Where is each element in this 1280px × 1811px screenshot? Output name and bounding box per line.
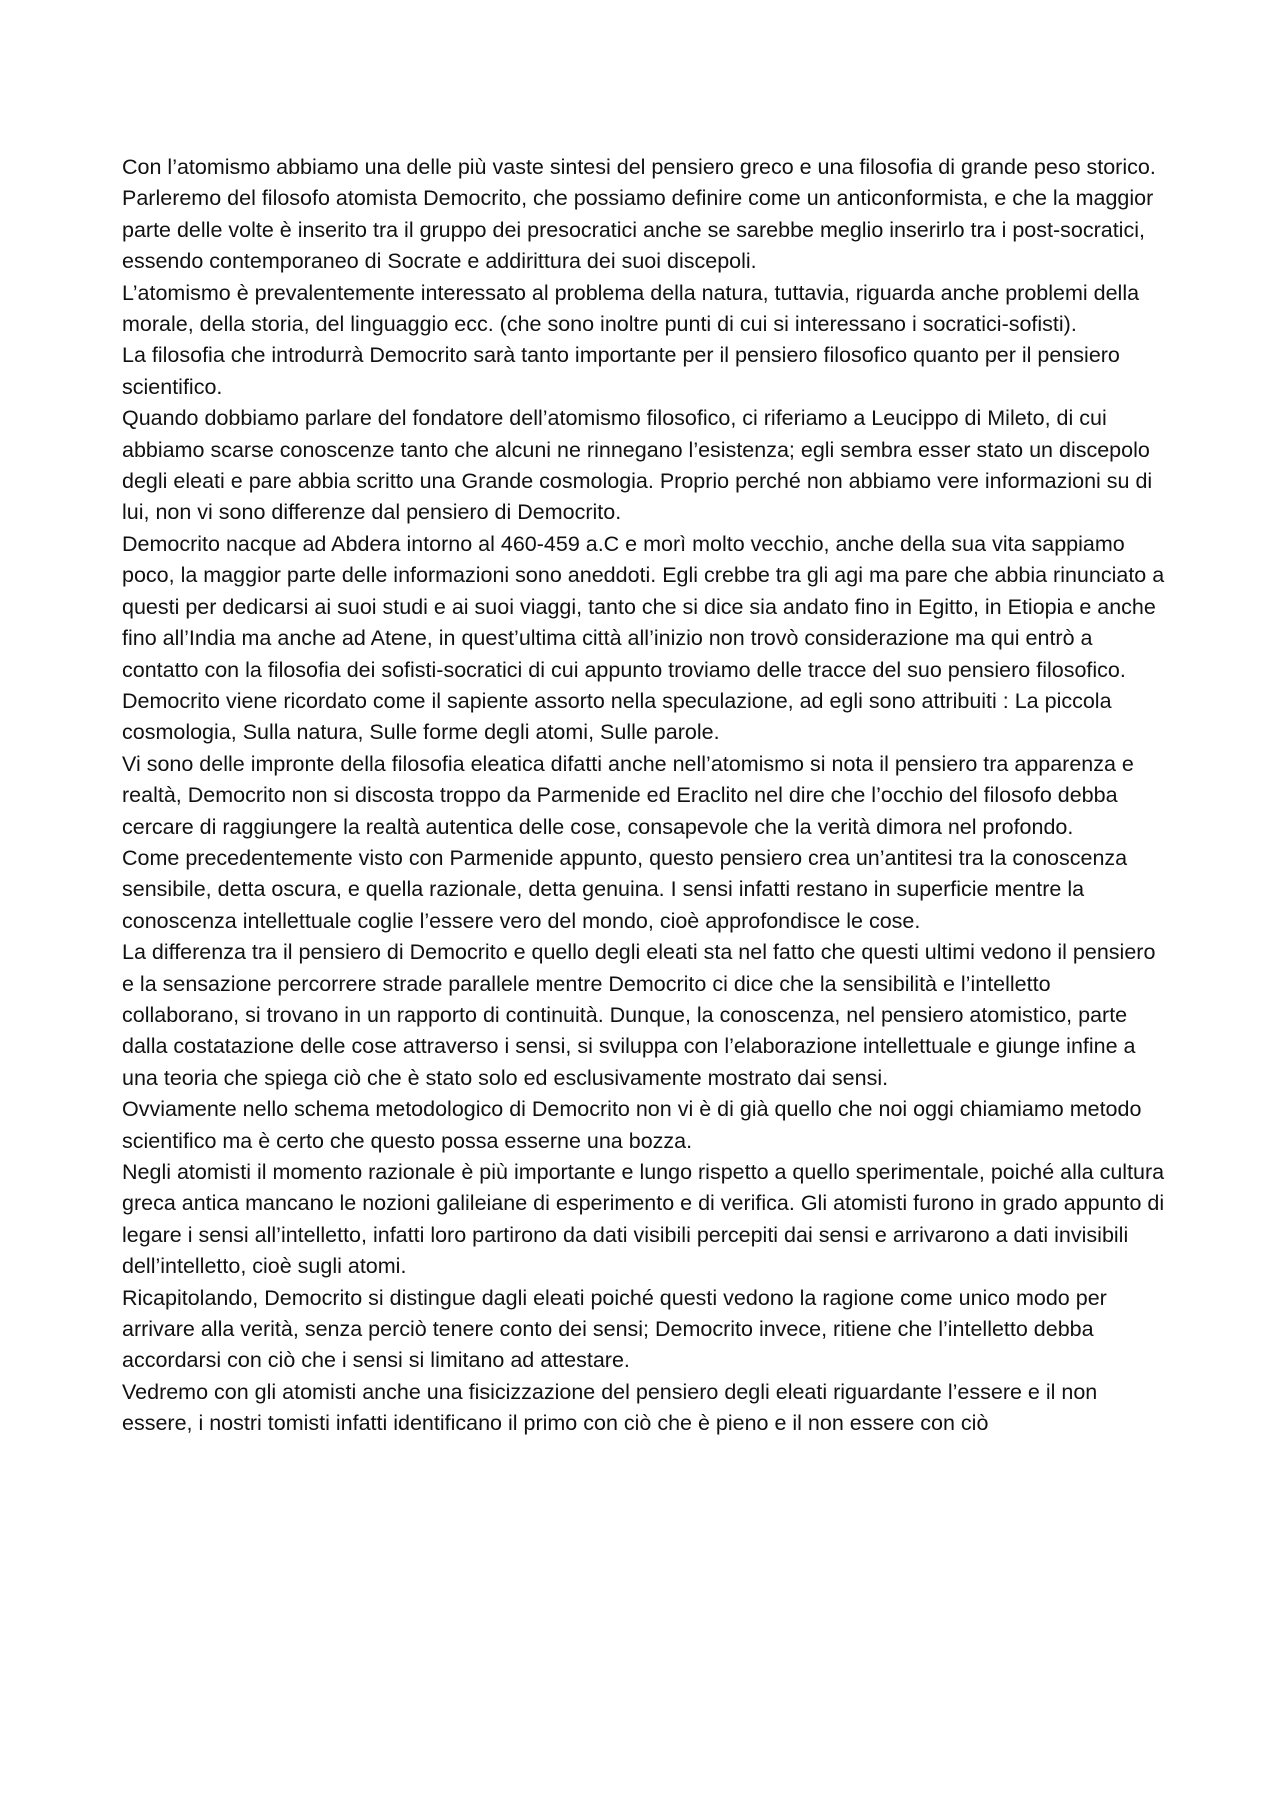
paragraph-being-nonbeing: Vedremo con gli atomisti anche una fisicizzazione del pensiero degli eleati riguardante l’essere e il non essere, i nostri tomisti infatti identificano il primo con ciò che è pieno e il non essere con ciò	[122, 1379, 1098, 1436]
paragraph-atomism-interests: L’atomismo è prevalentemente interessato al problema della natura, tuttavia, riguarda anche problemi della morale, della storia, del linguaggio ecc. (che sono inoltre punti di cui si interessano i socratici-sofisti).	[122, 280, 1140, 337]
paragraph-senses-intellect: La differenza tra il pensiero di Democrito e quello degli eleati sta nel fatto che questi ultimi vedono il pensiero e la sensazione percorrere strade parallele mentre Democrito ci dice che la sensibilità e l’intelletto collaborano, si trovano in un rapporto di continuità. Dunque, la conoscenza, nel pensiero atomistico, parte dalla costatazione delle cose attraverso i sensi, si sviluppa con l’elaborazione intellettuale e giunge infine a una teoria che spiega ciò che è stato solo ed esclusivamente mostrato dai sensi.	[122, 940, 1156, 1090]
paragraph-atomism-intro: Con l’atomismo abbiamo una delle più vaste sintesi del pensiero greco e una filosofia di grande peso storico. Parleremo del filosofo atomista Democrito, che possiamo definire come un anticonformista, e che la maggior parte delle volte è inserito tra il gruppo dei presocratici anche se sarebbe meglio inserirlo tra i post-socratici, essendo contemporaneo di Socrate e addirittura dei suoi discepoli.	[122, 155, 1156, 274]
paragraph-eleatic-influence: Vi sono delle impronte della filosofia eleatica difatti anche nell’atomismo si nota il pensiero tra apparenza e realtà, Democrito non si discosta troppo da Parmenide ed Eraclito nel dire che l’occhio del filosofo debba cercare di raggiungere la realtà autentica delle cose, consapevole che la verità dimora nel profondo.	[122, 751, 1134, 839]
paragraph-knowledge-antithesis: Come precedentemente visto con Parmenide appunto, questo pensiero crea un’antitesi tra la conoscenza sensibile, detta oscura, e quella razionale, detta genuina. I sensi infatti restano in superficie mentre la conoscenza intellettuale coglie l’essere vero del mondo, cioè approfondisce le cose.	[122, 845, 1128, 933]
paragraph-democritus-importance: La filosofia che introdurrà Democrito sarà tanto importante per il pensiero filosofico quanto per il pensiero scientifico.	[122, 343, 1120, 399]
paragraph-rational-moment: Negli atomisti il momento razionale è più importante e lungo rispetto a quello sperimentale, poiché alla cultura greca antica mancano le nozioni galileiane di esperimento e di verifica. Gli atomisti furono in grado appunto di legare i sensi all’intelletto, infatti loro partirono da dati visibili percepiti dai sensi e arrivarono a dati invisibili dell’intelletto, cioè sugli atomi.	[122, 1160, 1165, 1279]
paragraph-democritus-life: Democrito nacque ad Abdera intorno al 460-459 a.C e morì molto vecchio, anche della sua vita sappiamo poco, la maggior parte delle informazioni sono aneddoti. Egli crebbe tra gli agi ma pare che abbia rinunciato a questi per dedicarsi ai suoi studi e ai suoi viaggi, tanto che si dice sia andato fino in Egitto, in Etiopia e anche fino all’India ma anche ad Atene, in quest’ultima città all’inizio non trovò considerazione ma qui entrò a contatto con la filosofia dei sofisti-socratici di cui appunto troviamo delle tracce del suo pensiero filosofico. Democrito viene ricordato come il sapiente assorto nella speculazione, ad egli sono attribuiti : La piccola cosmologia, Sulla natura, Sulle forme degli atomi, Sulle parole.	[122, 531, 1165, 745]
paragraph-leucippus: Quando dobbiamo parlare del fondatore dell’atomismo filosofico, ci riferiamo a Leucippo di Mileto, di cui abbiamo scarse conoscenze tanto che alcuni ne rinnegano l’esistenza; egli sembra esser stato un discepolo degli eleati e pare abbia scritto una Grande cosmologia. Proprio perché non abbiamo vere informazioni su di lui, non vi sono differenze dal pensiero di Democrito.	[122, 406, 1153, 525]
paragraph-summary: Ricapitolando, Democrito si distingue dagli eleati poiché questi vedono la ragione come unico modo per arrivare alla verità, senza perciò tenere conto dei sensi; Democrito invece, ritiene che l’intelletto debba accordarsi con ciò che i sensi si limitano ad attestare.	[122, 1285, 1107, 1373]
paragraph-scientific-method: Ovviamente nello schema metodologico di Democrito non vi è di già quello che noi oggi chiamiamo metodo scientifico ma è certo che questo possa esserne una bozza.	[122, 1097, 1142, 1153]
document-body	[122, 152, 1172, 1440]
